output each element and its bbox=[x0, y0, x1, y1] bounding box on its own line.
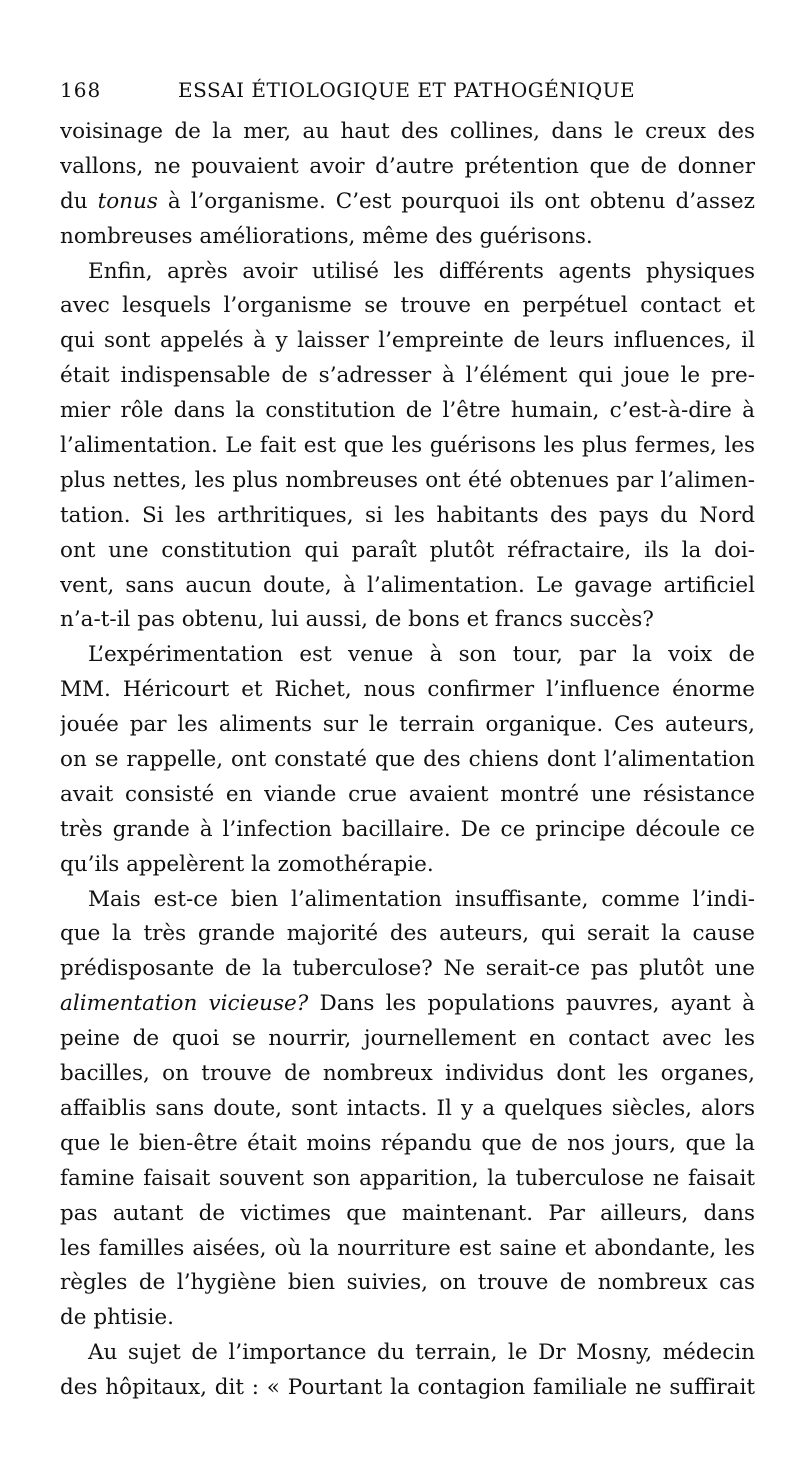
text-line: était indispensable de s’adresser à l’élément qui joue le pre- bbox=[60, 363, 755, 389]
text-line: famine faisait souvent son apparition, la tuberculose ne faisait bbox=[60, 1165, 755, 1191]
text-line: mier rôle dans la constitution de l’être humain, c’est-à-dire à bbox=[60, 398, 755, 424]
text-line: de phtisie. bbox=[60, 1305, 174, 1331]
text-line-segment: Dans les populations pauvres, ayant à bbox=[308, 991, 755, 1017]
paragraph-start-line: Mais est-ce bien l’alimentation insuffisante, comme l’indi- bbox=[88, 886, 755, 912]
running-header bbox=[60, 78, 755, 108]
text-line: jouée par les aliments sur le terrain organique. Ces auteurs, bbox=[60, 712, 755, 738]
paragraph-start-line: L’expérimentation est venue à son tour, par la voix de bbox=[88, 642, 755, 668]
text-line: affaiblis sans doute, sont intacts. Il y a quelques siècles, alors bbox=[60, 1095, 755, 1121]
text-line: très grande à l’infection bacillaire. De ce principe découle ce bbox=[60, 816, 755, 842]
text-line: que la très grande majorité des auteurs, qui serait la cause bbox=[60, 921, 755, 947]
text-line: les familles aisées, où la nourriture est saine et abondante, les bbox=[60, 1235, 755, 1261]
text-line: que le bien-être était moins répandu que de nos jours, que la bbox=[60, 1130, 755, 1156]
text-line: prédisposante de la tuberculose? Ne serait-ce pas plutôt une bbox=[60, 956, 755, 982]
body-text bbox=[60, 115, 755, 1406]
paragraph-start-line: Enfin, après avoir utilisé les différents agents physiques bbox=[88, 258, 755, 284]
text-line-segment: du bbox=[60, 188, 98, 214]
text-line: bacilles, on trouve de nombreux individus dont les organes, bbox=[60, 1061, 755, 1087]
text-line: voisinage de la mer, au haut des collines, dans le creux des bbox=[60, 119, 755, 144]
text-line: avait consisté en viande crue avaient montré une résistance bbox=[60, 781, 755, 807]
text-line: on se rappelle, ont constaté que des chiens dont l’alimentation bbox=[60, 747, 755, 773]
text-line: des hôpitaux, dit : « Pourtant la contagion familiale ne suffirait bbox=[60, 1375, 755, 1401]
text-line: pas autant de victimes que maintenant. Par ailleurs, dans bbox=[60, 1200, 755, 1226]
paragraph-start-line: Au sujet de l’importance du terrain, le Dr Mosny, médecin bbox=[88, 1340, 755, 1366]
text-line: règles de l’hygiène bien suivies, on trouve de nombreux cas bbox=[60, 1270, 755, 1296]
text-line: qu’ils appelèrent la zomothérapie. bbox=[60, 851, 434, 877]
text-line: n’a-t-il pas obtenu, lui aussi, de bons et francs succès? bbox=[60, 607, 654, 633]
text-line: vent, sans aucun doute, à l’alimentation. Le gavage artificiel bbox=[60, 572, 755, 598]
text-line: nombreuses améliorations, même des guérisons. bbox=[60, 223, 593, 249]
text-line: vallons, ne pouvaient avoir d’autre prétention que de donner bbox=[60, 153, 755, 179]
page-number: 168 bbox=[60, 78, 102, 102]
text-line-segment: à l’organisme. C’est pourquoi ils ont obtenu d’assez bbox=[157, 188, 755, 214]
text-line: plus nettes, les plus nombreuses ont été obtenues par l’alimen- bbox=[60, 467, 755, 493]
text-line: tation. Si les arthritiques, si les habitants des pays du Nord bbox=[60, 502, 755, 528]
text-line bbox=[60, 987, 755, 1022]
running-title: ESSAI ÉTIOLOGIQUE ET PATHOGÉNIQUE bbox=[178, 78, 636, 102]
italic-term: alimentation vicieuse? bbox=[60, 991, 309, 1017]
text-line: ont une constitution qui paraît plutôt réfractaire, ils la doi- bbox=[60, 537, 755, 563]
text-line: MM. Héricourt et Richet, nous confirmer l’influence énorme bbox=[60, 677, 755, 703]
italic-term: tonus bbox=[97, 188, 158, 214]
text-line: l’alimentation. Le fait est que les guérisons les plus fermes, les bbox=[60, 433, 755, 459]
text-line: qui sont appelés à y laisser l’empreinte de leurs influences, il bbox=[60, 328, 755, 354]
text-line bbox=[60, 185, 755, 220]
text-line: avec lesquels l’organisme se trouve en perpétuel contact et bbox=[60, 293, 755, 319]
text-line: peine de quoi se nourrir, journellement en contact avec les bbox=[60, 1026, 755, 1052]
